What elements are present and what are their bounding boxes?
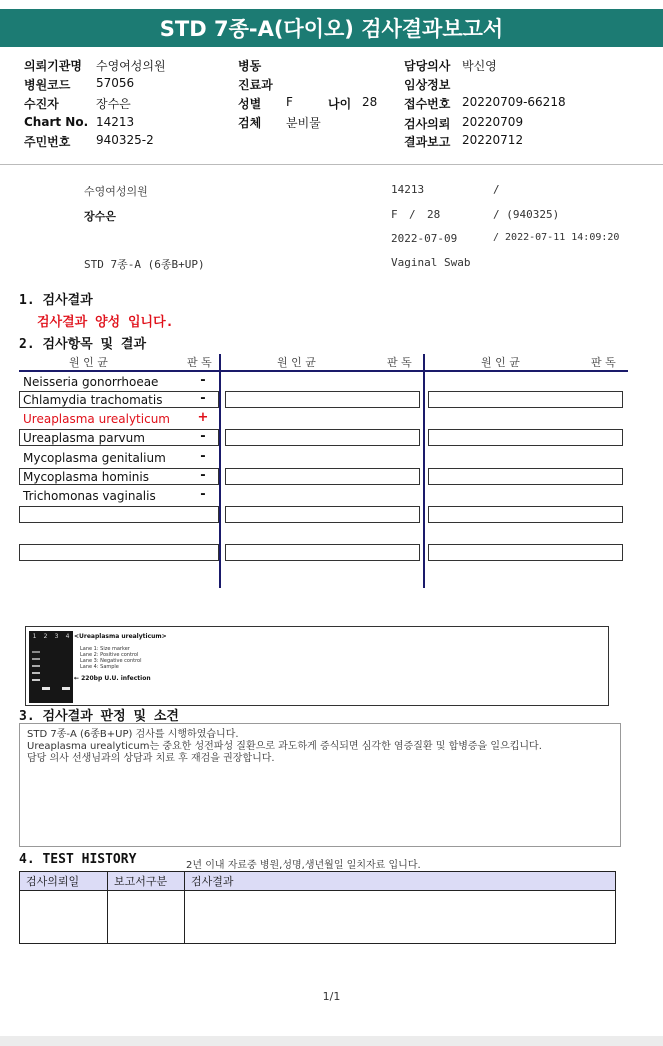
summary-age: 28: [427, 208, 441, 221]
opinion-line: 담당 의사 선생님과의 상담과 치료 후 재검을 권장합니다.: [27, 753, 275, 764]
history-note: 2년 이내 자료중 병원,성명,생년월일 일치자료 입니다.: [186, 860, 421, 871]
pathogen-result: -: [200, 468, 206, 483]
sample-band: [62, 687, 70, 690]
pathogen-name: Mycoplasma hominis: [23, 470, 149, 484]
gel-lane-numbers: [29, 633, 73, 641]
report-date-label: 결과보고: [404, 135, 451, 149]
col-header-2: [221, 354, 423, 372]
section-2-title: 2. 검사항목 및 결과: [19, 337, 147, 352]
summary-test: STD 7종-A (6종B+UP): [84, 258, 205, 271]
sex-value: F: [286, 95, 293, 109]
empty-cell: [428, 506, 623, 523]
summary-birth: / (940325): [493, 208, 560, 221]
opinion-line: STD 7종-A (6종B+UP) 검사를 시행하였습니다.: [27, 729, 239, 740]
pathogen-result: -: [200, 391, 206, 406]
history-col-request: 검사의뢰일: [20, 872, 108, 891]
opinion-line: Ureaplasma urealyticum는 중요한 성전파성 질환으로 과도하게 증식되면 심각한 염증질환 및 합병증을 일으킵니다.: [27, 741, 542, 752]
col-header-3: [425, 354, 628, 372]
specimen-value: 분비물: [286, 116, 321, 130]
column-divider: [423, 354, 425, 588]
institution-value: 수영여성의원: [96, 59, 166, 73]
hospital-code-label: 병원코드: [24, 78, 71, 92]
gel-legend-item: Lane 1: Size marker: [80, 646, 130, 652]
patient-label: 수진자: [24, 97, 59, 111]
column-divider: [219, 354, 221, 588]
empty-cell: [19, 544, 219, 561]
dept-label: 진료과: [238, 78, 273, 92]
patient-value: 장수은: [96, 97, 131, 111]
summary-slash: /: [493, 183, 500, 196]
summary-name: 장수은: [84, 210, 116, 223]
gel-band-text: 220bp U.U. infection: [81, 675, 151, 682]
history-cell: [20, 891, 108, 944]
marker-band: [32, 672, 40, 674]
summary-specimen: Vaginal Swab: [391, 256, 471, 269]
empty-cell: [19, 506, 219, 523]
gel-lane-number: 2: [43, 633, 48, 640]
summary-clinic: 수영여성의원: [84, 185, 148, 198]
history-header-row: [20, 872, 616, 891]
empty-cell: [428, 544, 623, 561]
institution-label: 의뢰기관명: [24, 59, 82, 73]
hospital-code-value: 57056: [96, 76, 135, 90]
request-date-value: 20220709: [462, 115, 524, 129]
gel-image: [29, 631, 73, 703]
arrow-left-icon: ←: [74, 675, 80, 682]
receipt-no-label: 접수번호: [404, 97, 451, 111]
pathogen-result: -: [200, 373, 206, 388]
history-cell: [185, 891, 616, 944]
gel-legend-item: Lane 3: Negative control: [80, 658, 142, 664]
marker-band: [32, 665, 40, 667]
header-divider: [0, 164, 663, 165]
gel-legend-item: Lane 4: Sample: [80, 664, 119, 670]
pathogen-result: +: [197, 410, 209, 425]
history-empty-row: [20, 891, 616, 944]
empty-cell: [225, 429, 420, 446]
clinical-label: 임상정보: [404, 78, 451, 92]
doctor-label: 담당의사: [404, 59, 451, 73]
history-table: [19, 871, 616, 944]
resident-no-label: 주민번호: [24, 135, 71, 149]
specimen-label: 검체: [238, 116, 262, 130]
request-date-label: 검사의뢰: [404, 117, 451, 131]
col-result-label: 판 독: [591, 356, 616, 369]
age-value: 28: [362, 95, 378, 109]
marker-band: [32, 679, 40, 681]
gel-lane-number: 3: [54, 633, 59, 640]
pathogen-name: Ureaplasma parvum: [23, 431, 145, 445]
pathogen-name: Mycoplasma genitalium: [23, 451, 166, 465]
col-header-1: [19, 354, 219, 372]
resident-no-value: 940325-2: [96, 133, 154, 147]
report-title: STD 7종-A(다이오) 검사결과보고서: [0, 9, 663, 47]
section-4-title: 4. TEST HISTORY: [19, 852, 137, 867]
gel-lane-number: 4: [65, 633, 70, 640]
result-message: 검사결과 양성 입니다.: [37, 315, 174, 330]
history-col-result: 검사결과: [185, 872, 616, 891]
gel-image-panel: [25, 626, 609, 706]
summary-slash-mid: /: [409, 208, 416, 221]
section-1-title: 1. 검사결과: [19, 293, 93, 308]
col-result-label: 판 독: [387, 356, 412, 369]
empty-cell: [225, 468, 420, 485]
marker-band: [32, 658, 40, 660]
pathogen-name: Ureaplasma urealyticum: [23, 412, 170, 426]
empty-cell: [428, 468, 623, 485]
summary-chart: 14213: [391, 183, 425, 196]
report-header: [0, 0, 663, 160]
summary-date-request: 2022-07-09: [391, 232, 458, 245]
age-label: 나이: [328, 97, 352, 111]
pathogen-result: -: [200, 449, 206, 464]
col-pathogen-label: 원 인 균: [277, 356, 316, 369]
empty-cell: [225, 544, 420, 561]
gel-title: <Ureaplasma urealyticum>: [74, 633, 167, 640]
empty-cell: [428, 429, 623, 446]
history-col-type: 보고서구분: [108, 872, 185, 891]
gel-band-label: [74, 675, 151, 682]
doctor-value: 박신영: [462, 59, 497, 73]
section-3-title: 3. 검사결과 판정 및 소견: [19, 709, 179, 724]
gel-legend-item: Lane 2: Positive control: [80, 652, 139, 658]
pathogen-result: -: [200, 429, 206, 444]
pathogen-name: Neisseria gonorrhoeae: [23, 375, 159, 389]
receipt-no-value: 20220709-66218: [462, 95, 566, 109]
positive-band: [42, 687, 50, 690]
gel-legend: [80, 646, 142, 670]
ward-label: 병동: [238, 59, 262, 73]
history-cell: [108, 891, 185, 944]
sex-label: 성별: [238, 97, 262, 111]
opinion-box: [19, 723, 621, 847]
page-number: 1/1: [322, 990, 341, 1003]
chart-no-label: Chart No.: [24, 115, 89, 129]
summary-sex: F: [391, 208, 398, 221]
empty-cell: [225, 391, 420, 408]
marker-band: [32, 651, 40, 653]
col-result-label: 판 독: [187, 356, 212, 369]
footer-bar: [0, 1036, 663, 1046]
gel-lane-number: 1: [32, 633, 37, 640]
pathogen-result: -: [200, 487, 206, 502]
empty-cell: [225, 506, 420, 523]
col-pathogen-label: 원 인 균: [481, 356, 520, 369]
pathogen-name: Trichomonas vaginalis: [23, 489, 156, 503]
summary-date-report: / 2022-07-11 14:09:20: [493, 232, 620, 243]
empty-cell: [428, 391, 623, 408]
pathogen-name: Chlamydia trachomatis: [23, 393, 163, 407]
chart-no-value: 14213: [96, 115, 135, 129]
col-pathogen-label: 원 인 균: [69, 356, 108, 369]
report-date-value: 20220712: [462, 133, 524, 147]
